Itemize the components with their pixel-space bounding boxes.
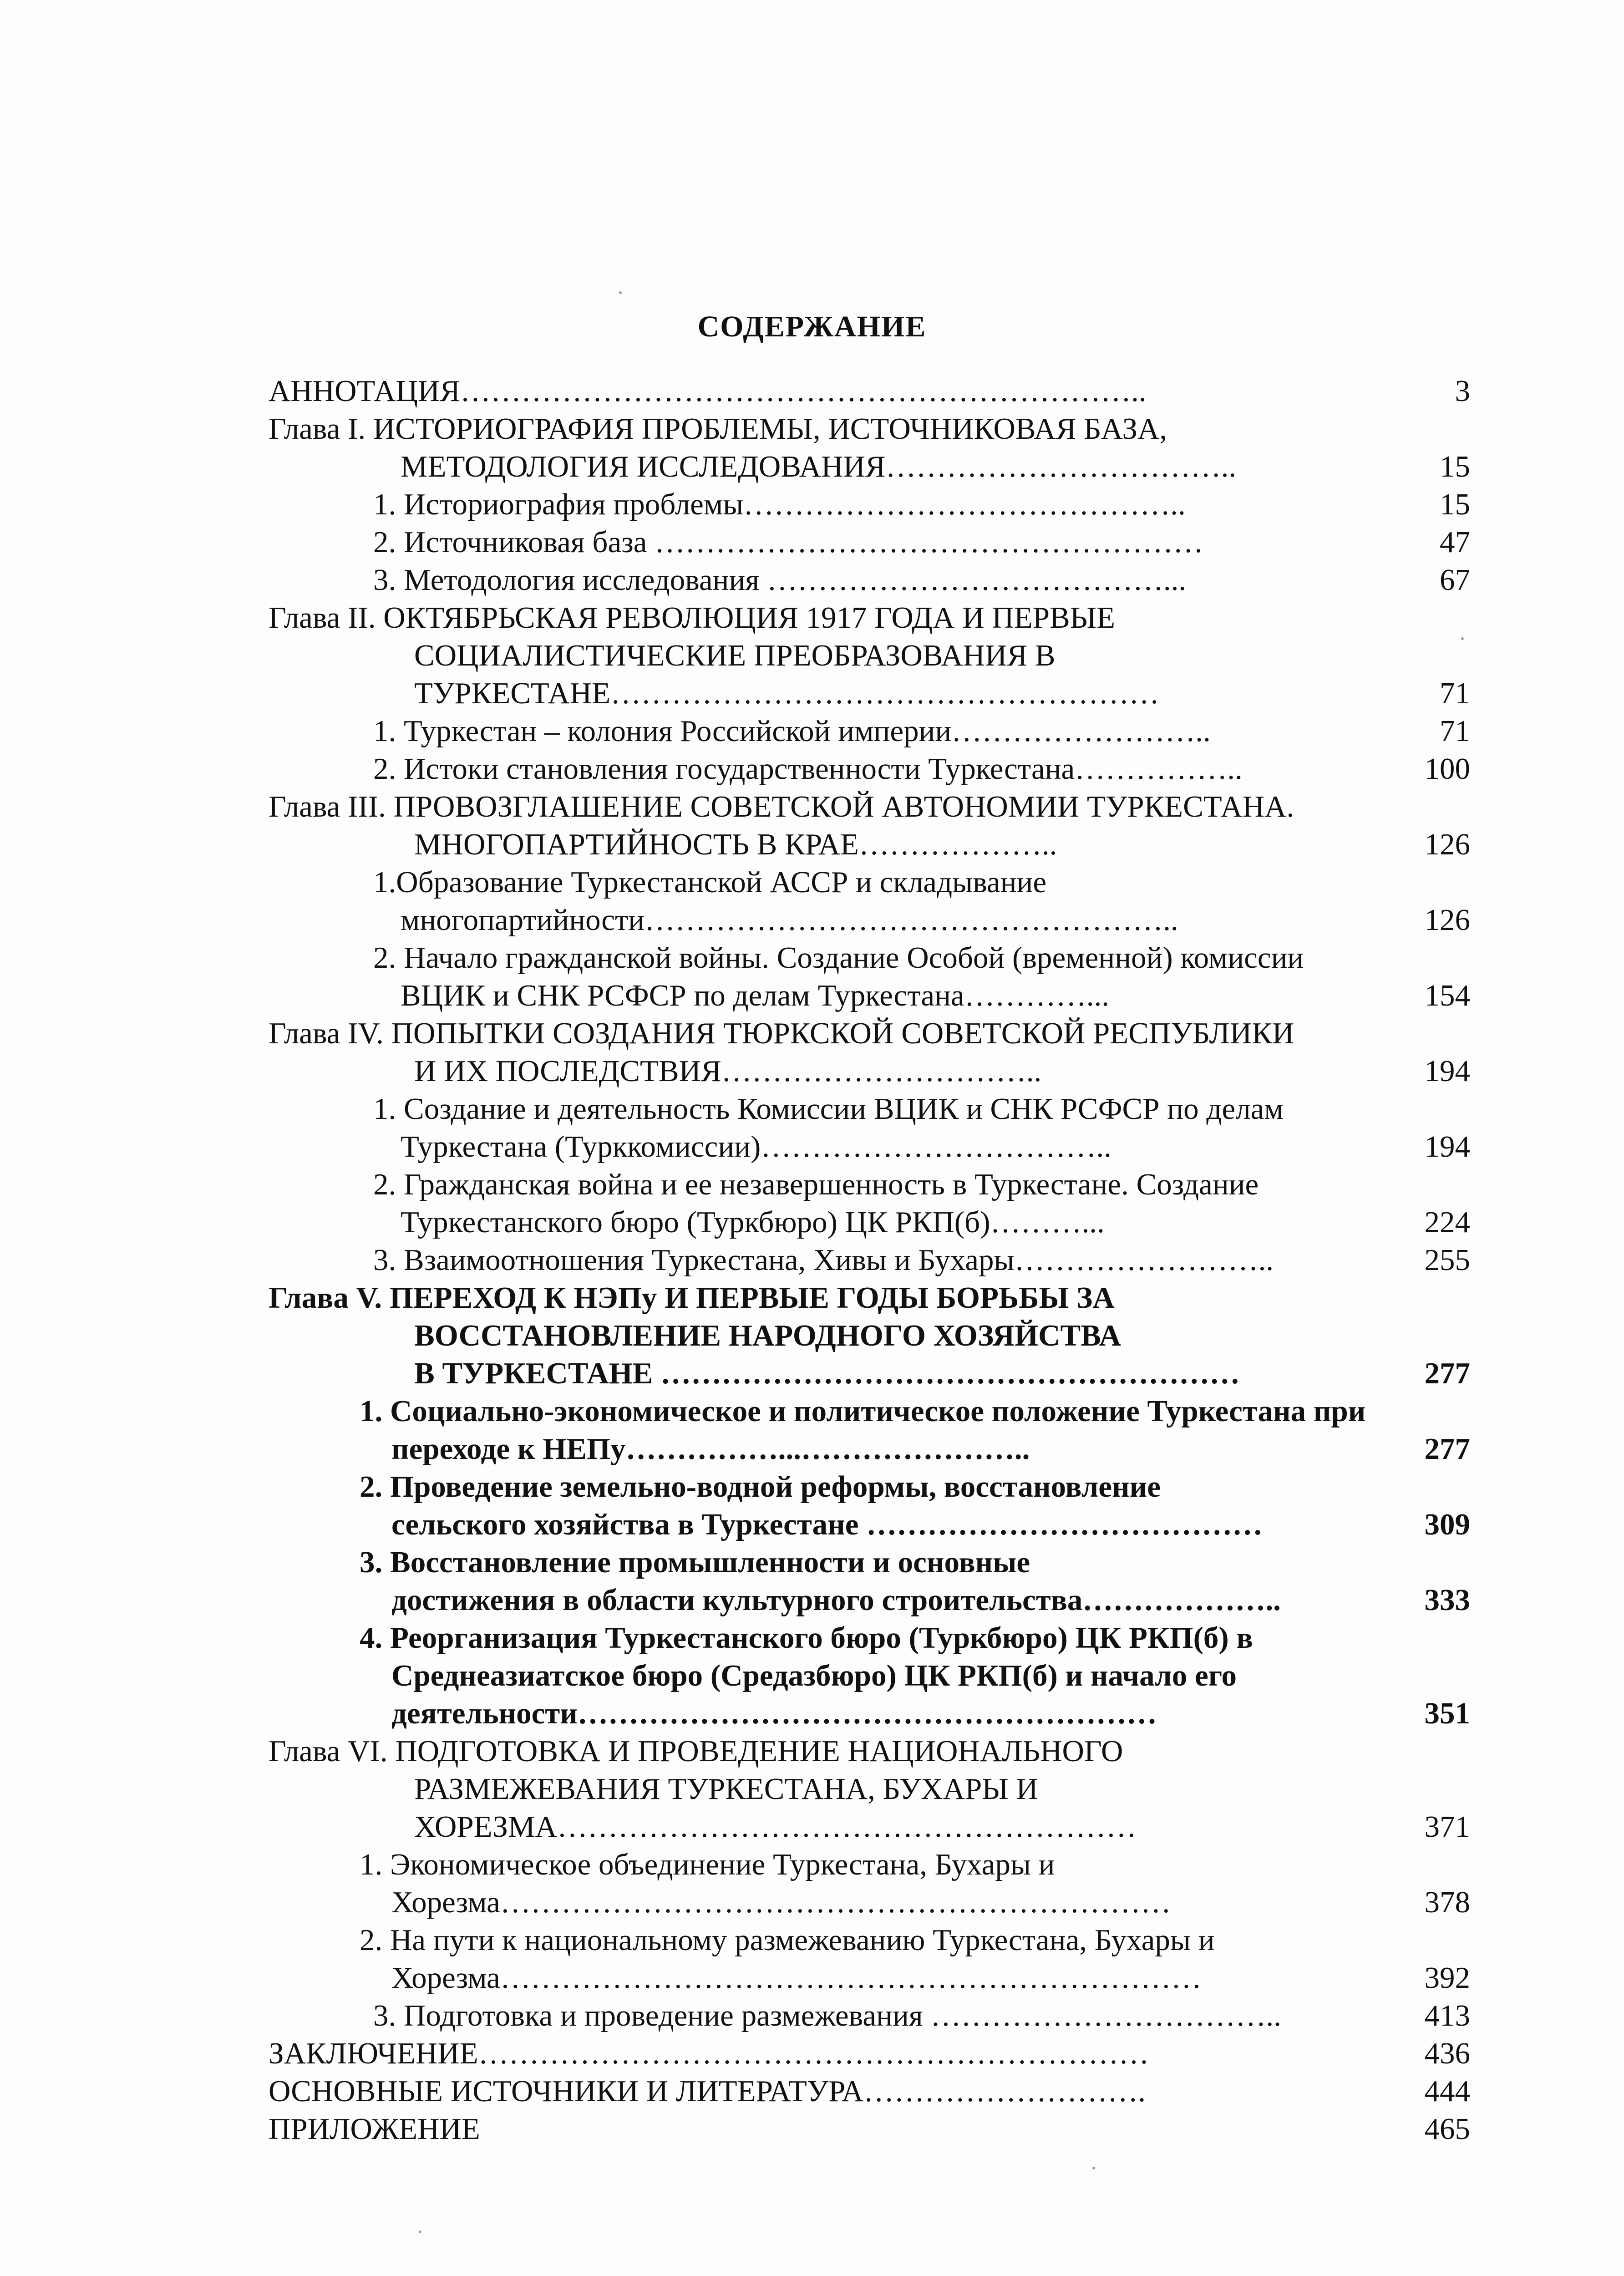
toc-page-number: 224: [1424, 1205, 1470, 1239]
toc-line: [269, 2073, 1470, 2110]
toc-text: ВОССТАНОВЛЕНИЕ НАРОДНОГО ХОЗЯЙСТВА: [414, 1319, 1122, 1352]
toc-text: Туркестана (Турккомиссии)……………………………..: [401, 1130, 1111, 1163]
toc-page-number: 100: [1424, 752, 1470, 786]
toc-text: ОСНОВНЫЕ ИСТОЧНИКИ И ЛИТЕРАТУРА……………………….: [269, 2074, 1146, 2108]
toc-line: [269, 1090, 1470, 1128]
toc-line: [269, 939, 1470, 977]
toc-page-number: 3: [1455, 374, 1470, 408]
toc-line: [269, 1846, 1470, 1884]
toc-text: Глава II. ОКТЯБРЬСКАЯ РЕВОЛЮЦИЯ 1917 ГОДА И ПЕРВЫЕ: [269, 601, 1116, 635]
toc-line: [269, 637, 1470, 675]
toc-page-number: 392: [1424, 1961, 1470, 1995]
toc-page-number: 444: [1424, 2074, 1470, 2108]
toc-line: [269, 1468, 1470, 1506]
toc-line: [269, 1581, 1470, 1619]
toc-page-number: 413: [1424, 1999, 1470, 2032]
toc-text: 3. Восстановление промышленности и основные: [360, 1545, 1030, 1579]
toc-text: переходе к НЕПу……………...…………………..: [391, 1432, 1030, 1466]
toc-line: [269, 750, 1470, 788]
toc-line: [269, 1015, 1470, 1052]
toc-text: достижения в области культурного строительства………………..: [391, 1583, 1281, 1617]
toc-page-number: 465: [1424, 2112, 1470, 2146]
toc-text: ТУРКЕСТАНЕ………………………………………………: [414, 676, 1160, 710]
toc-line: [269, 2035, 1470, 2073]
toc-text: Туркестанского бюро (Туркбюро) ЦК РКП(б)………...: [401, 1205, 1105, 1239]
scan-speck: [1461, 637, 1464, 640]
toc-text: 3. Методология исследования …………………………………...: [373, 563, 1187, 597]
toc-text: 1. Туркестан – колония Российской империи……………………..: [373, 714, 1211, 748]
toc-page-number: 71: [1440, 714, 1470, 748]
toc-text: МЕТОДОЛОГИЯ ИССЛЕДОВАНИЯ……………………………..: [401, 450, 1237, 483]
toc-text: 2. На пути к национальному размежеванию Туркестана, Бухары и: [360, 1923, 1215, 1957]
toc-line: [269, 561, 1470, 599]
toc-line: [269, 1355, 1470, 1392]
toc-page-number: 378: [1424, 1885, 1470, 1919]
toc-line: [269, 1392, 1470, 1430]
toc-page-number: 277: [1424, 1432, 1470, 1466]
toc-line: [269, 1204, 1470, 1241]
toc-text: СОЦИАЛИСТИЧЕСКИЕ ПРЕОБРАЗОВАНИЯ В: [414, 639, 1056, 672]
toc-text: 2. Начало гражданской войны. Создание Особой (временной) комиссии: [373, 941, 1304, 975]
toc-line: [269, 1959, 1470, 1997]
toc-line: [269, 826, 1470, 864]
toc-page-number: 255: [1424, 1243, 1470, 1277]
toc-line: [269, 448, 1470, 486]
toc-text: 2. Источниковая база ………………………………………………: [373, 525, 1204, 559]
toc-line: [269, 2110, 1470, 2148]
toc-text: 1. Создание и деятельность Комиссии ВЦИК и СНК РСФСР по делам: [373, 1092, 1284, 1126]
scan-speck: [1092, 2167, 1095, 2169]
toc-text: 1.Образование Туркестанской АССР и складывание: [373, 865, 1047, 899]
toc-text: деятельности…………………………………………………: [391, 1697, 1157, 1730]
toc-line: [269, 1128, 1470, 1166]
toc-page-number: 436: [1424, 2037, 1470, 2070]
toc-page-number: 71: [1440, 676, 1470, 710]
toc-text: МНОГОПАРТИЙНОСТЬ В КРАЕ………………..: [414, 828, 1057, 861]
toc-line: [269, 675, 1470, 712]
toc-page-number: 351: [1424, 1697, 1470, 1730]
toc-text: 1. Социально-экономическое и политическое положение Туркестана при: [360, 1394, 1366, 1428]
toc-text: В ТУРКЕСТАНЕ …………………………………………………: [414, 1356, 1240, 1390]
toc-line: [269, 977, 1470, 1015]
toc-line: [269, 1619, 1470, 1657]
page-title: СОДЕРЖАНИЕ: [697, 310, 927, 343]
toc-text: 4. Реорганизация Туркестанского бюро (Туркбюро) ЦК РКП(б) в: [360, 1621, 1253, 1655]
toc-line: [269, 1430, 1470, 1468]
toc-page-number: 277: [1424, 1356, 1470, 1390]
toc-text: 1. Историография проблемы……………………………………..: [373, 488, 1186, 521]
toc-text: 2. Проведение земельно-водной реформы, восстановление: [360, 1470, 1161, 1504]
toc-line: [269, 1921, 1470, 1959]
toc-text: ХОРЕЗМА…………………………………………………: [414, 1810, 1137, 1844]
toc-line: [269, 1808, 1470, 1846]
toc-line: [269, 372, 1470, 410]
toc-page-number: 309: [1424, 1508, 1470, 1541]
toc-text: Глава IV. ПОПЫТКИ СОЗДАНИЯ ТЮРКСКОЙ СОВЕТСКОЙ РЕСПУБЛИКИ: [269, 1016, 1294, 1050]
toc-line: [269, 712, 1470, 750]
toc-page-number: 333: [1424, 1583, 1470, 1617]
toc-line: [269, 1657, 1470, 1695]
toc-page-number: 154: [1424, 979, 1470, 1012]
toc-text: Хорезма…………………………………………………………: [391, 1885, 1171, 1919]
toc-text: РАЗМЕЖЕВАНИЯ ТУРКЕСТАНА, БУХАРЫ И: [414, 1772, 1038, 1806]
toc-line: [269, 1166, 1470, 1204]
toc-page-number: 47: [1440, 525, 1470, 559]
toc-page-number: 371: [1424, 1810, 1470, 1844]
toc-text: АННОТАЦИЯ…………………………………………………………..: [269, 374, 1147, 408]
toc-text: И ИХ ПОСЛЕДСТВИЯ…………………………..: [414, 1054, 1042, 1088]
scan-speck: [419, 2230, 421, 2233]
toc-page-number: 126: [1424, 903, 1470, 937]
toc-page-number: 67: [1440, 563, 1470, 597]
toc-text: сельского хозяйства в Туркестане …………………………………: [391, 1508, 1263, 1541]
toc-text: ВЦИК и СНК РСФСР по делам Туркестана…………...: [401, 979, 1109, 1012]
toc-line: [269, 1770, 1470, 1808]
toc-text: Глава III. ПРОВОЗГЛАШЕНИЕ СОВЕТСКОЙ АВТОНОМИИ ТУРКЕСТАНА.: [269, 790, 1294, 823]
toc-line: [269, 410, 1470, 448]
toc-line: [269, 1884, 1470, 1921]
toc-text: Глава I. ИСТОРИОГРАФИЯ ПРОБЛЕМЫ, ИСТОЧНИКОВАЯ БАЗА,: [269, 412, 1167, 446]
toc-line: [269, 1241, 1470, 1279]
toc-text: 3. Взаимоотношения Туркестана, Хивы и Бухары……………………..: [373, 1243, 1274, 1277]
toc-text: 3. Подготовка и проведение размежевания ……………………………..: [373, 1999, 1281, 2032]
toc-text: Хорезма……………………………………………………………: [391, 1961, 1202, 1995]
toc-line: [269, 1279, 1470, 1317]
scan-speck: [619, 291, 622, 294]
toc-text: 1. Экономическое объединение Туркестана, Бухары и: [360, 1848, 1055, 1881]
toc-line: [269, 864, 1470, 901]
toc-line: [269, 1317, 1470, 1355]
toc-line: [269, 486, 1470, 523]
toc-text: Глава V. ПЕРЕХОД К НЭПу И ПЕРВЫЕ ГОДЫ БОРЬБЫ ЗА: [269, 1281, 1115, 1315]
toc-line: [269, 1052, 1470, 1090]
toc-line: [269, 599, 1470, 637]
toc-text: 2. Истоки становления государственности Туркестана……………..: [373, 752, 1243, 786]
toc-text: многопартийности……………………………………………..: [401, 903, 1178, 937]
toc-page-number: 194: [1424, 1054, 1470, 1088]
toc-page-number: 15: [1440, 488, 1470, 521]
toc-line: [269, 1732, 1470, 1770]
toc-page-number: 15: [1440, 450, 1470, 483]
toc-page-number: 194: [1424, 1130, 1470, 1163]
toc-line: [269, 1544, 1470, 1581]
toc-line: [269, 901, 1470, 939]
toc-text: Глава VI. ПОДГОТОВКА И ПРОВЕДЕНИЕ НАЦИОНАЛЬНОГО: [269, 1734, 1123, 1768]
toc-text: Среднеазиатское бюро (Средазбюро) ЦК РКП(б) и начало его: [391, 1659, 1237, 1692]
toc-line: [269, 1695, 1470, 1732]
toc-line: [269, 523, 1470, 561]
toc-text: ПРИЛОЖЕНИЕ: [269, 2112, 480, 2146]
toc-line: [269, 788, 1470, 826]
table-of-contents: [269, 372, 1470, 2148]
toc-text: 2. Гражданская война и ее незавершенность в Туркестане. Создание: [373, 1168, 1259, 1201]
toc-line: [269, 1997, 1470, 2035]
toc-line: [269, 1506, 1470, 1544]
toc-text: ЗАКЛЮЧЕНИЕ…………………………………………………………: [269, 2037, 1149, 2070]
toc-page-number: 126: [1424, 828, 1470, 861]
